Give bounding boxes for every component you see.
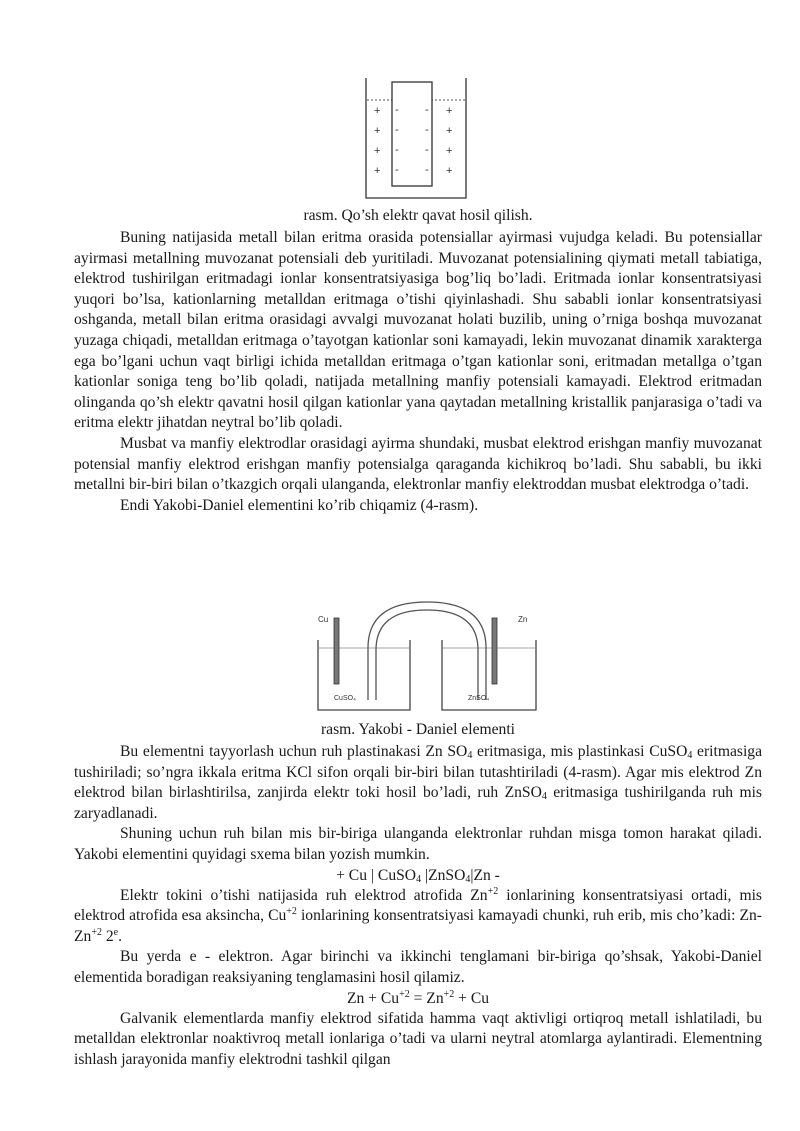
cu-label: Cu xyxy=(318,615,329,624)
cell-scheme-formula: + Cu | CuSO$_4$ |ZnSO$_4$|Zn - xyxy=(336,866,500,885)
minus-sign: - xyxy=(395,144,399,156)
plus-sign: + xyxy=(446,145,453,157)
paragraph: Buning natijasida metall bilan eritma orasida potensiallar ayirmasi vujudga keladi. Bu potensiallar ayirmasi metallning muvozanat potensiali deb yuritiladi. Muvozanat potensialining qiymati metall tabiatiga, elektrod tushirilgan eritmadagi ionlar konsentratsiyasiga bog’liq bo’ladi. Eritmada ionlar konsentratsiyasi yuqori bo’lsa, kationlarning metalldan eritmaga o’tishi qiyinlashadi. Shu sababli ionlar konsentratsiyasi oshganda, metall bilan eritma orasidagi avvalgi muvozanat holati buzilib, uning o’rniga boshqa muvozanat yuzaga chiqadi, metalldan eritmaga o’tayotgan kationlar soni kamayadi, lekin muvozanat dinamik xarakterga ega bo’lgani uchun vaqt birligi ichida metalldan eritmaga o’tgan kationlar soni, eritmadan metallga o’tgan kationlar soniga teng bo’lib qoladi, natijada metallning manfiy potensiali kamayadi. Elektrod eritmadan olinganda qo’sh elektr qavatni hosil qilgan kationlar yana qaytadan metallning kristallik panjarasiga o’tadi va eritma elektr jihatdan neytral bo’lib qoladi. xyxy=(74,229,762,432)
znso4-label: ZnSO₄ xyxy=(468,695,490,702)
daniell-cell-figure xyxy=(310,596,546,714)
plus-sign: + xyxy=(374,105,381,117)
cuso4-label: CuSO₄ xyxy=(334,695,356,702)
plus-sign: + xyxy=(374,125,381,137)
minus-sign: - xyxy=(425,104,429,116)
double-layer-figure xyxy=(362,74,470,202)
plus-sign: + xyxy=(374,165,381,177)
paragraph: Elektr tokini o’tishi natijasida ruh elektrod atrofida $Zn^{+2}$ ionlarining konsentratsiyasi ortadi, mis elektrod atrofida esa aksincha, $Cu^{+2}$ ionlarining konsentratsiyasi kamayadi chunki, ruh erib, mis cho’kadi: $Zn-Zn^{+2}$ 2e. xyxy=(74,885,762,945)
zn-label: Zn xyxy=(518,615,528,624)
plus-sign: + xyxy=(446,105,453,117)
minus-sign: - xyxy=(395,124,399,136)
minus-sign: - xyxy=(395,104,399,116)
paragraph: Musbat va manfiy elektrodlar orasidagi ayirma shundaki, musbat elektrod erishgan manfiy muvozanat potensial manfiy elektrod erishgan manfiy potensialga qaraganda kichikroq bo’ladi. Shu sababli, bu ikki metallni bir-biri bilan o’tkazgich orqali ulanganda, elektronlar manfiy elektroddan musbat elektrodga o’tadi. xyxy=(74,434,762,494)
paragraph: Bu yerda e - elektron. Agar birinchi va ikkinchi tenglamani bir-biriga qo’shsak, Yakobi-Daniel elementida boradigan reaksiyaning tenglamasini hosil qilamiz. xyxy=(74,948,762,986)
paragraph: Bu elementni tayyorlash uchun ruh plastinakasi Zn $SO_4$ eritmasiga, mis plastinkasi CuSO$_4$ eritmasiga tushiriladi; so’ngra ikkala eritma KCl sifon orqali bir-biri bilan tutashtiriladi (4-rasm). Agar mis elektrod Zn elektrod bilan birlashtirilsa, zanjirda elektr toki hosil bo’ladi, ruh ZnSO$_4$ eritmasiga tushirilganda ruh mis zaryadlanadi. xyxy=(74,743,762,822)
minus-sign: - xyxy=(425,144,429,156)
minus-sign: - xyxy=(425,124,429,136)
plus-sign: + xyxy=(374,145,381,157)
paragraph: Shuning uchun ruh bilan mis bir-biriga ulanganda elektronlar ruhdan misga tomon harakat qiladi. Yakobi elementini quyidagi sxema bilan yozish mumkin. xyxy=(74,825,762,863)
plus-sign: + xyxy=(446,125,453,137)
paragraph: Galvanik elementlarda manfiy elektrod sifatida hamma vaqt aktivligi ortiqroq metall ishlatiladi, bu metalldan elektronlar noaktivroq metall ionlariga o’tadi va ularni neytral atomlarga aylantiradi. Elementning ishlash jarayonida manfiy elektrodni tashkil qilgan xyxy=(74,1009,762,1068)
text-section-1 xyxy=(74,228,762,516)
minus-sign: - xyxy=(425,164,429,176)
figure2-caption: rasm. Yakobi - Daniel elementi xyxy=(320,721,515,738)
figure1-caption: rasm. Qo’sh elektr qavat hosil qilish. xyxy=(303,207,533,224)
minus-sign: - xyxy=(395,164,399,176)
plus-sign: + xyxy=(446,165,453,177)
text-section-2 xyxy=(74,742,762,1070)
reaction-equation: $Zn + Cu^{+2} = Zn^{+2} + Cu$ xyxy=(346,988,490,1007)
paragraph: Endi Yakobi-Daniel elementini ko’rib chiqamiz (4-rasm). xyxy=(120,496,479,514)
